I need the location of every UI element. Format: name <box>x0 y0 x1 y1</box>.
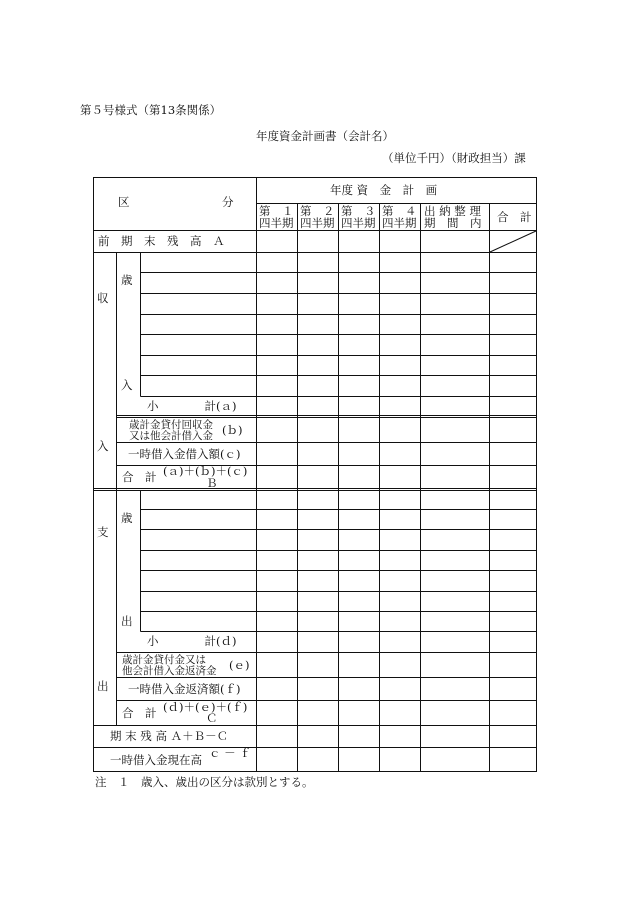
header-kubun-right: 分 <box>222 195 234 209</box>
expense-loan-line1: 歳計金貸付金又は <box>122 654 206 666</box>
header-plan: 年度 資 金 計 画 <box>330 183 438 197</box>
header-shutsunou-line1: 出 納 整 理 <box>424 204 481 218</box>
expense-side-label-bottom: 出 <box>97 679 109 693</box>
income-loan-recovery-code: (ｂ) <box>222 423 243 437</box>
expense-loan-code: (ｅ) <box>229 658 250 672</box>
header-q4-line2: 四半期 <box>382 216 417 230</box>
row-opening-balance: 前 期 末 残 高 Ａ <box>98 234 225 248</box>
expense-total-formula: (ｄ)＋(ｅ)＋(ｆ) <box>163 700 248 714</box>
income-sai-label: 歳 <box>121 273 133 287</box>
header-q1-line1: 第 １ <box>259 204 294 218</box>
income-side-label-bottom: 入 <box>97 439 109 453</box>
income-total-formula: (ａ)＋(ｂ)＋(ｃ) <box>163 464 248 478</box>
income-subtotal-a: 小 計(ａ) <box>147 399 237 413</box>
expense-shutsu-label: 出 <box>121 614 133 628</box>
expense-loan-line2: 他会計借入金返済金 <box>122 665 217 677</box>
header-total: 合 計 <box>497 210 532 224</box>
header-shutsunou-line2: 期 間 内 <box>424 216 482 230</box>
header-kubun-left: 区 <box>118 195 130 209</box>
expense-total-label: 合 計 <box>122 706 157 720</box>
header-q2-line2: 四半期 <box>300 216 335 230</box>
footnote: 注 １ 歳入、歳出の区分は款別とする。 <box>95 775 314 789</box>
unit-department-label: （単位千円）（財政担当）課 <box>382 151 526 165</box>
income-side-label-top: 収 <box>97 291 109 305</box>
header-q3-line2: 四半期 <box>341 216 376 230</box>
row-closing-balance: 期 末 残 高 Ａ＋Ｂ－Ｃ <box>110 729 229 743</box>
expense-total-code: Ｃ <box>206 711 218 725</box>
expense-sai-label: 歳 <box>121 511 133 525</box>
row-temp-balance-formula: ｃ － ｆ <box>209 746 251 760</box>
income-loan-recovery-line1: 歳計金貸付回収金 <box>129 419 213 431</box>
income-nyu-label: 入 <box>121 378 133 392</box>
header-q3-line1: 第 ３ <box>341 204 376 218</box>
expense-side-label-top: 支 <box>97 525 109 539</box>
expense-temp-repay-f: 一時借入金返済額(ｆ) <box>128 682 241 696</box>
header-q4-line1: 第 ４ <box>382 204 417 218</box>
document-title: 年度資金計画書（会計名） <box>256 129 394 143</box>
expense-subtotal-d: 小 計(ｄ) <box>147 634 237 648</box>
header-q1-line2: 四半期 <box>259 216 294 230</box>
income-temp-borrow-c: 一時借入金借入額(ｃ) <box>128 447 241 461</box>
income-loan-recovery-line2: 又は他会計借入金 <box>129 430 213 442</box>
header-q2-line1: 第 ２ <box>300 204 335 218</box>
row-temp-balance: 一時借入金現在高 <box>110 753 202 767</box>
income-total-label: 合 計 <box>122 470 157 484</box>
form-number-label: 第５号様式（第13条関係） <box>80 103 222 117</box>
income-total-code: Ｂ <box>206 476 218 490</box>
